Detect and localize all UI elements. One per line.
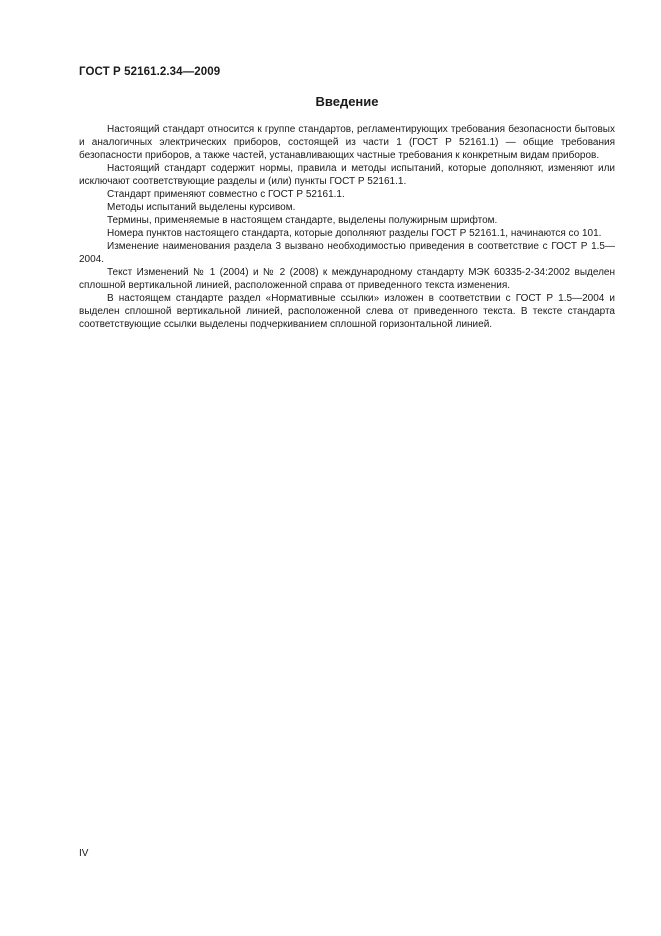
paragraph: Номера пунктов настоящего стандарта, которые дополняют разделы ГОСТ Р 52161.1, начинаются со 101. — [107, 228, 602, 239]
paragraph: Настоящий стандарт содержит нормы, правила и методы испытаний, которые дополняют, изменяют или исключают соответствующие разделы и (или) пункты ГОСТ Р 52161.1. — [79, 163, 615, 187]
paragraph: В настоящем стандарте раздел «Нормативные ссылки» изложен в соответствии с ГОСТ Р 1.5—2004 и выделен сплошной вертикальной линией, расположенной слева от приведенного текста. В тексте стандарта соответствующие ссылки выделены подчеркиванием сплошной горизонтальной линией. — [79, 293, 615, 330]
paragraph: Изменение наименования раздела 3 вызвано необходимостью приведения в соответствие с ГОСТ Р 1.5—2004. — [79, 241, 615, 265]
document-code-header: ГОСТ Р 52161.2.34—2009 — [79, 66, 221, 78]
paragraph: Текст Изменений № 1 (2004) и № 2 (2008) к международному стандарту МЭК 60335-2-34:2002 выделен сплошной вертикальной линией, расположенной справа от приведенного текста изменения. — [79, 267, 615, 291]
paragraph: Методы испытаний выделены курсивом. — [107, 202, 296, 213]
paragraph: Стандарт применяют совместно с ГОСТ Р 52161.1. — [107, 189, 345, 200]
paragraph: Термины, применяемые в настоящем стандарте, выделены полужирным шрифтом. — [107, 215, 498, 226]
paragraph: Настоящий стандарт относится к группе стандартов, регламентирующих требования безопасности бытовых и аналогичных электрических приборов, состоящей из части 1 (ГОСТ Р 52161.1) — общие требования безопасности приборов, а также частей, устанавливающих частные требования к конкретным видам приборов. — [79, 124, 615, 161]
introduction-body — [79, 123, 615, 331]
section-title: Введение — [315, 94, 379, 109]
page-number: IV — [79, 848, 89, 859]
